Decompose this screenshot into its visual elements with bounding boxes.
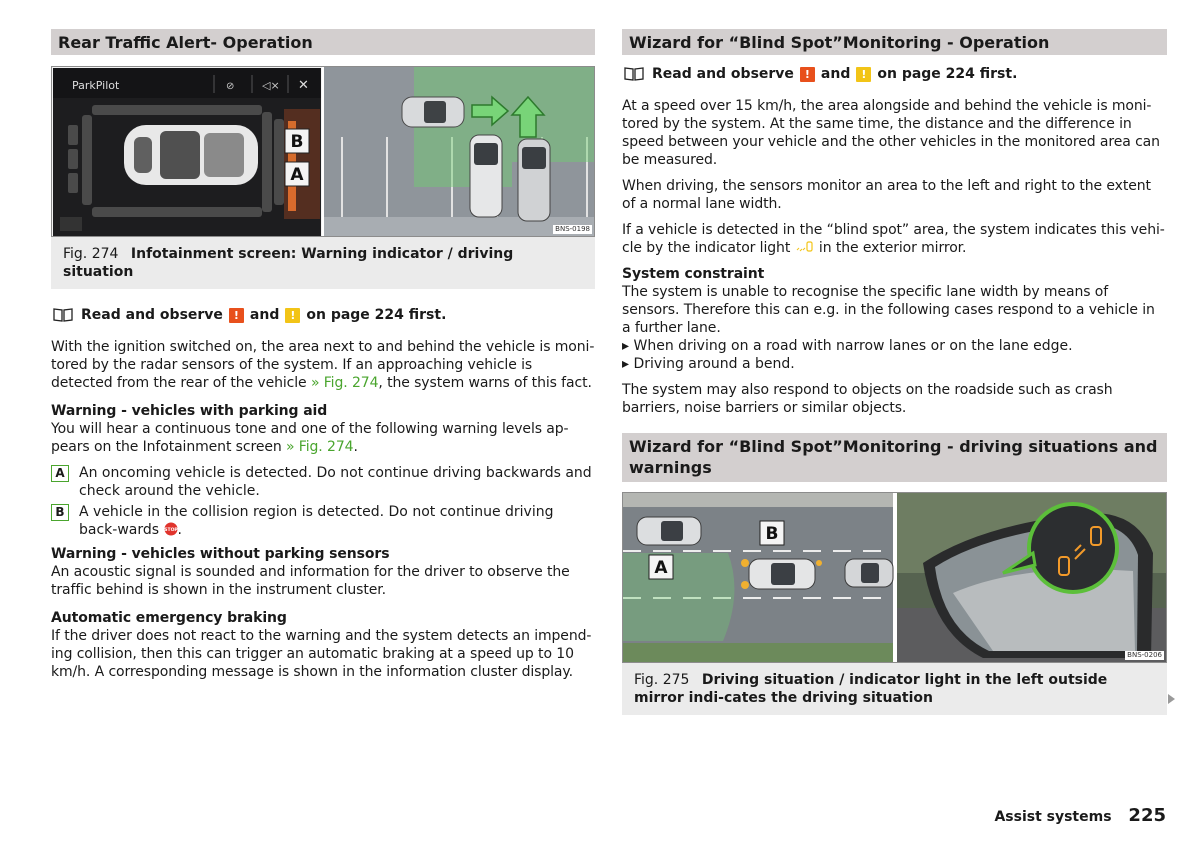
figure-275-caption: [622, 663, 1167, 715]
legend-item-b: [51, 503, 595, 539]
book-icon: [53, 308, 73, 322]
blind-spot-paragraph: [622, 221, 1167, 257]
no-sensors-paragraph: An acoustic signal is sounded and information for the driver to observe the traffic behind is shown in the instrument cluster.: [51, 564, 570, 598]
legend-text-b: A vehicle in the collision region is detected. Do not continue driving back-wards: [79, 504, 554, 538]
svg-text:STOP: STOP: [163, 528, 178, 533]
footer-section: Assist systems: [994, 809, 1112, 825]
read-observe-right: [622, 65, 1167, 83]
figure-275-label-b: B: [765, 524, 779, 544]
warning-red-icon[interactable]: !: [800, 67, 815, 82]
read-observe-page: on page 224 first.: [306, 307, 447, 323]
mirror-indicator-icon: [795, 241, 815, 253]
warning-red-icon[interactable]: !: [229, 308, 244, 323]
read-observe-text: Read and observe: [81, 307, 223, 323]
speed-paragraph: At a speed over 15 km/h, the area alongside and behind the vehicle is moni-tored by the system. At the same time, the distance and the difference in speed between your vehicle and the other vehicles in the monitored area can be measured.: [622, 98, 1160, 168]
read-observe-and: and: [249, 307, 280, 323]
stop-icon: [164, 522, 178, 536]
section-heading-blind-spot-operation: Wizard for “Blind Spot”Monitoring - Operation: [622, 29, 1167, 55]
warning-yellow-icon[interactable]: !: [856, 67, 871, 82]
sensor-off-icon[interactable]: ⊘: [226, 81, 235, 92]
legend-text-a: An oncoming vehicle is detected. Do not continue driving backwards and check around the vehicle.: [79, 465, 592, 499]
braking-paragraph: If the driver does not react to the warning and the system detects an impend-ing collision, then this can trigger an automatic braking at a speed up to 10 km/h. A corresponding message is shown in the information cluster display.: [51, 628, 592, 680]
page-footer: [994, 805, 1166, 826]
legend-item-a: [51, 464, 595, 500]
legend-key-a: A: [51, 465, 69, 482]
left-column: [51, 29, 595, 681]
warning-yellow-icon[interactable]: !: [285, 308, 300, 323]
intro-paragraph: [51, 338, 595, 392]
close-icon[interactable]: ✕: [298, 78, 309, 93]
bullet-item: ▸ When driving on a road with narrow lanes or on the lane edge.: [622, 338, 1073, 354]
screen-title: ParkPilot: [72, 79, 120, 92]
figure-274-caption: [51, 237, 595, 289]
figure-274-label-b: B: [290, 132, 304, 152]
fig-274-link[interactable]: » Fig. 274: [310, 375, 379, 391]
constraint-heading: System constraint: [622, 266, 765, 282]
parking-aid-text: You will hear a continuous tone and one of the following warning levels ap-pears on the Infotainment screen: [51, 421, 569, 455]
read-observe-text: Read and observe: [652, 66, 794, 82]
constraint-paragraph: The system is unable to recognise the specific lane width by means of sensors. Therefore this can e.g. in the following cases respond to a vehicle in a further lane.: [622, 284, 1155, 336]
figure-274: [51, 66, 595, 237]
roadside-paragraph: The system may also respond to objects on the roadside such as crash barriers, noise barriers or similar objects.: [622, 382, 1113, 416]
bullet-text: Driving around a bend.: [633, 356, 795, 372]
section-heading-rear-traffic: Rear Traffic Alert- Operation: [51, 29, 595, 55]
figure-274-code: BNS-0198: [555, 225, 590, 233]
intro-text: With the ignition switched on, the area next to and behind the vehicle is moni-tored by the radar sensors of the system. If an approaching vehicle is detected from the rear of the vehicle: [51, 339, 595, 391]
right-column: [622, 29, 1167, 715]
fig-274-link-2[interactable]: » Fig. 274: [285, 439, 354, 455]
section-heading-blind-spot-situations: Wizard for “Blind Spot”Monitoring - driving situations and warnings: [622, 433, 1167, 482]
read-observe-page: on page 224 first.: [877, 66, 1018, 82]
figure-275-code: BNS-0206: [1127, 651, 1162, 659]
figure-275-illustration: [623, 493, 1167, 663]
figure-275-label-a: A: [654, 558, 668, 578]
sensor-area-paragraph: When driving, the sensors monitor an area to the left and right to the extent of a normal lane width.: [622, 178, 1151, 212]
no-sensors-heading: Warning - vehicles without parking sensors: [51, 546, 390, 562]
page-number: 225: [1128, 805, 1166, 826]
figure-274-number: Fig. 274: [63, 246, 119, 262]
figure-274-label-a: A: [290, 165, 304, 185]
parking-aid-heading: Warning - vehicles with parking aid: [51, 403, 328, 419]
legend-list: [51, 464, 595, 539]
legend-text-b-end: .: [177, 522, 182, 538]
read-observe-and: and: [820, 66, 851, 82]
legend-text-b-wrap: [79, 503, 595, 539]
blind-spot-text-end: in the exterior mirror.: [818, 240, 967, 256]
figure-275-number: Fig. 275: [634, 672, 690, 688]
bullet-text: When driving on a road with narrow lanes or on the lane edge.: [633, 338, 1073, 354]
mute-icon[interactable]: ◁×: [262, 79, 280, 92]
parking-aid-text-end: .: [353, 439, 358, 455]
figure-275: [622, 492, 1167, 663]
parking-aid-paragraph: [51, 420, 595, 456]
bullet-item: ▸ Driving around a bend.: [622, 356, 795, 372]
figure-274-illustration: [52, 67, 595, 237]
blind-spot-text: If a vehicle is detected in the “blind spot” area, the system indicates this vehi-cle by the indicator light: [622, 222, 1165, 256]
book-icon: [624, 67, 644, 81]
legend-key-b: B: [51, 504, 69, 521]
braking-heading: Automatic emergency braking: [51, 610, 287, 626]
continue-arrow-icon: [1168, 694, 1175, 704]
figure-274-caption-text: Infotainment screen: Warning indicator / driving situation: [63, 246, 514, 280]
figure-275-caption-text: Driving situation / indicator light in the left outside mirror indi-cates the driving situation: [634, 672, 1108, 706]
intro-text-end: , the system warns of this fact.: [378, 375, 592, 391]
read-observe-left: [51, 306, 595, 324]
